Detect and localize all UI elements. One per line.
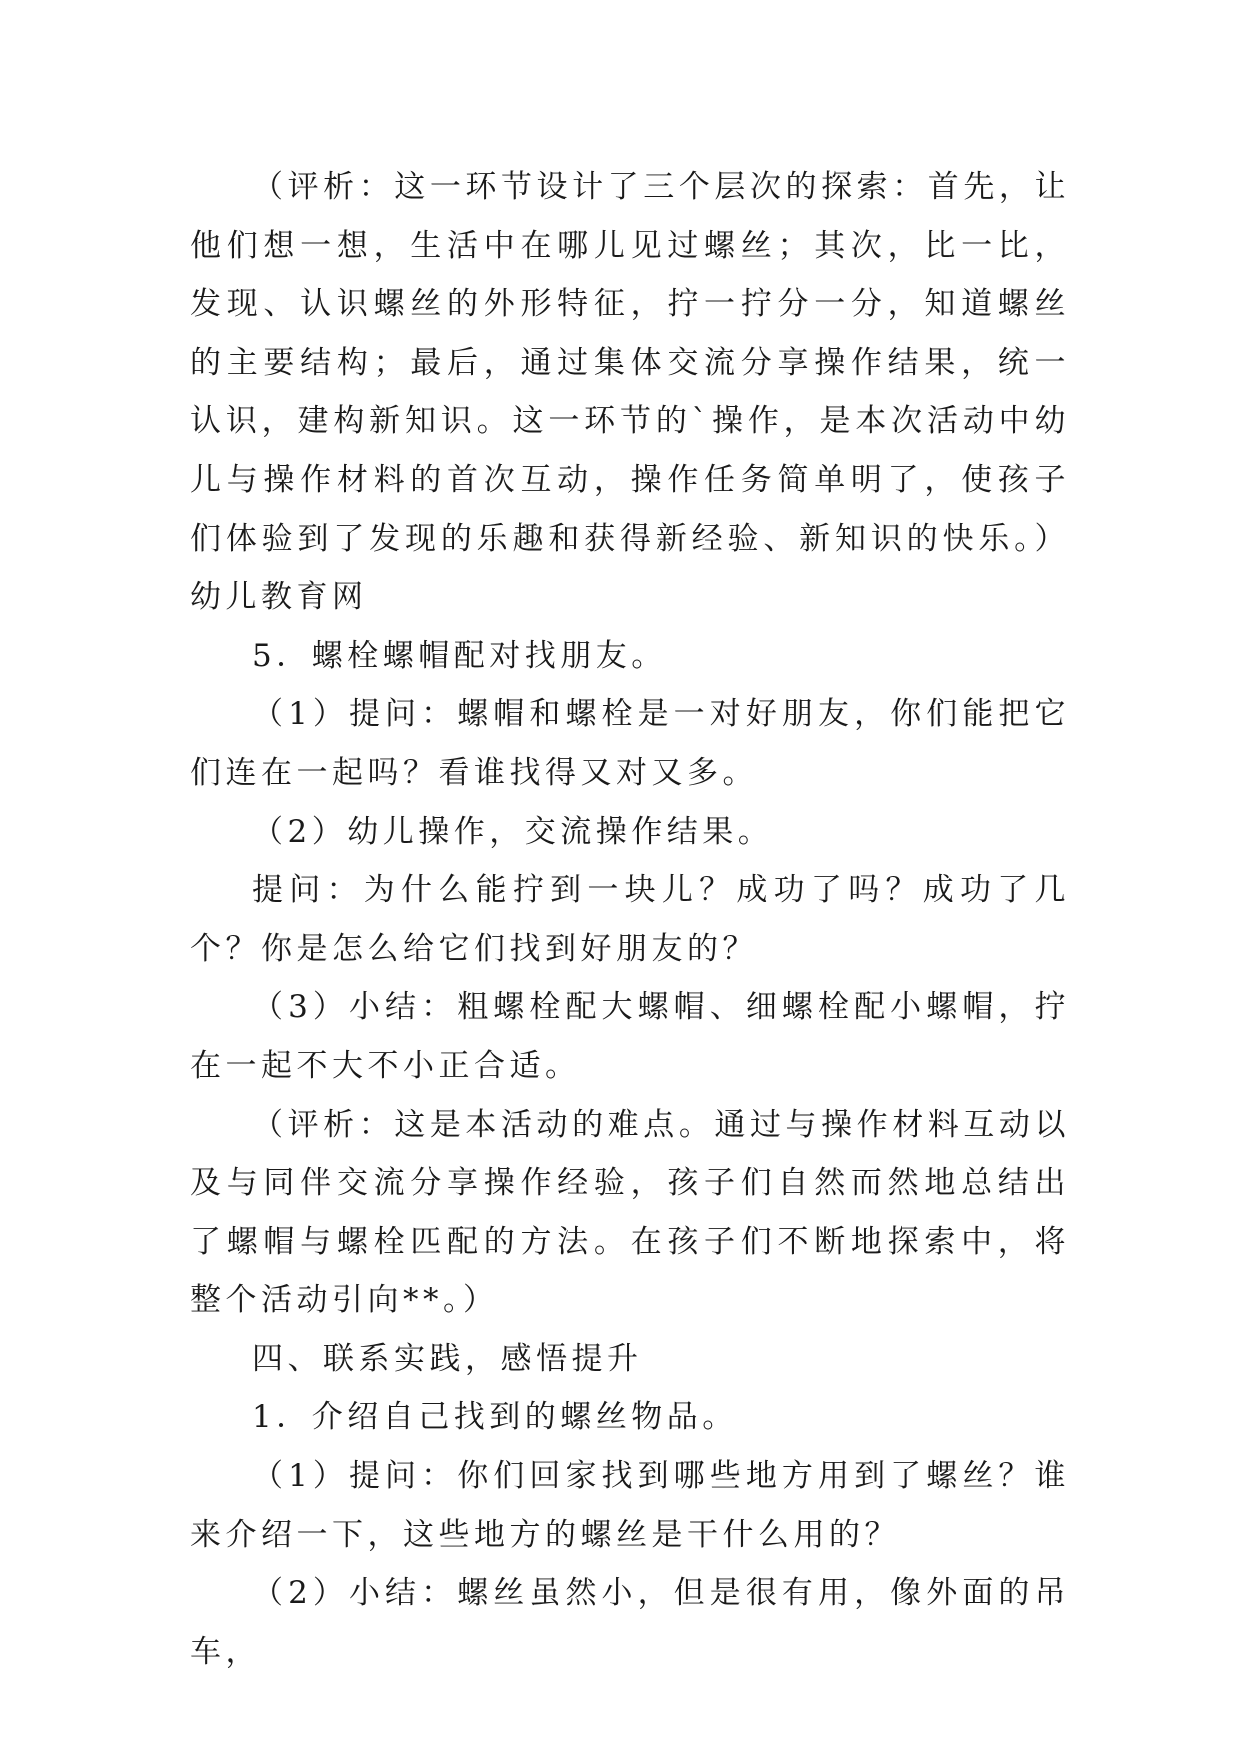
paragraph-step-1-heading: 1．介绍自己找到的螺丝物品。 bbox=[252, 1399, 738, 1436]
document-body bbox=[190, 158, 1070, 1681]
paragraph-commentary-1: （评析：这一环节设计了三个层次的探索：首先，让他们想一想，生活中在哪儿见过螺丝；其次，比一比，发现、认识螺丝的外形特征，拧一拧分一分，知道螺丝的主要结构；最后，通过集体交流分享操作结果，统一认识，建构新知识。这一环节的`操作，是本次活动中幼儿与操作材料的首次互动，操作任务简单明了，使孩子们体验到了发现的乐趣和获得新经验、新知识的快乐。）幼儿教育网 bbox=[190, 169, 1070, 616]
section-heading-4: 四、联系实践，感悟提升 bbox=[252, 1340, 643, 1377]
paragraph-step-1-question: （1）提问：你们回家找到哪些地方用到了螺丝？谁来介绍一下，这些地方的螺丝是干什么用的？ bbox=[190, 1458, 1070, 1553]
paragraph-step-5-summary: （3）小结：粗螺栓配大螺帽、细螺栓配小螺帽，拧在一起不大不小正合适。 bbox=[190, 989, 1070, 1084]
paragraph-commentary-2: （评析：这是本活动的难点。通过与操作材料互动以及与同伴交流分享操作经验，孩子们自然而然地总结出了螺帽与螺栓匹配的方法。在孩子们不断地探索中，将整个活动引向**。） bbox=[190, 1106, 1070, 1319]
paragraph-step-1-summary: （2）小结：螺丝虽然小，但是很有用，像外面的吊车， bbox=[190, 1575, 1070, 1670]
paragraph-step-5-followup-question: 提问：为什么能拧到一块儿？成功了吗？成功了几个？你是怎么给它们找到好朋友的？ bbox=[190, 872, 1070, 967]
paragraph-step-5-heading: 5．螺栓螺帽配对找朋友。 bbox=[252, 637, 667, 674]
paragraph-step-5-operation: （2）幼儿操作，交流操作结果。 bbox=[252, 813, 774, 850]
paragraph-step-5-question: （1）提问：螺帽和螺栓是一对好朋友，你们能把它们连在一起吗？看谁找得又对又多。 bbox=[190, 696, 1070, 791]
